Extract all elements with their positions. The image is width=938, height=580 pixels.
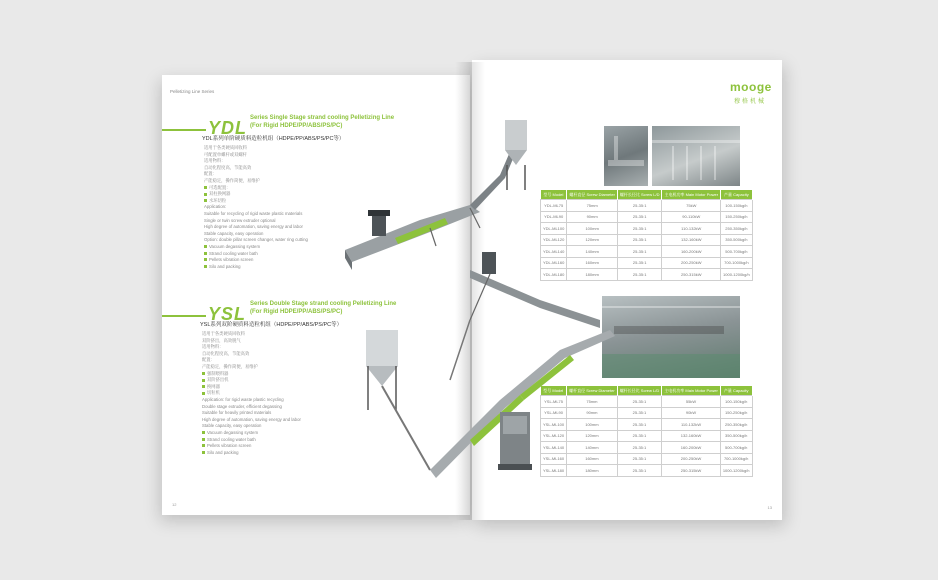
- ysl-table-cell: 150-250kg/h: [720, 407, 752, 419]
- ydl-table-cell: 132-160kW: [662, 234, 721, 246]
- ysl-table-header-cell: 螺杆直径 Screw Diameter: [567, 386, 618, 396]
- section2-title-line2: (For Rigid HDPE/PP/ABS/PS/PC): [250, 309, 343, 315]
- section2-bullet-item: 适用物料：: [202, 344, 224, 350]
- section2-bullet-item: 双阶挤出，高效脱气: [202, 337, 241, 343]
- ydl-table-cell: 25-35:1: [617, 200, 662, 212]
- section2-bullet-item: Suitable for heavily printed materials: [202, 410, 272, 416]
- brand-logo-subtitle: 穆格机械: [734, 99, 767, 105]
- section1-bullet-item: 产能稳定，操作简便，易维护: [204, 177, 260, 183]
- right-page-number: 13: [767, 505, 772, 510]
- section2-bullet-item: 产能稳定，操作简便，易维护: [202, 363, 258, 369]
- ysl-table-cell: 75mm: [567, 396, 618, 408]
- section1-bullet-item: 适用物料：: [204, 158, 226, 164]
- ysl-table-cell: 25-35:1: [617, 430, 662, 442]
- section1-code: YDL: [208, 118, 247, 138]
- ydl-table-cell: 700-1000kg/h: [721, 257, 753, 269]
- ysl-table-cell: YSL-ML90: [541, 407, 567, 419]
- section2-code: YSL: [208, 304, 247, 324]
- section2-bullet-item: Strand cooling water bath: [202, 437, 301, 444]
- ydl-table-cell: 160-200kW: [662, 246, 721, 258]
- ysl-table-cell: 160mm: [567, 453, 618, 465]
- ydl-table-cell: 90mm: [567, 211, 618, 223]
- ydl-table-header-cell: 螺杆直径 Screw Diameter: [567, 190, 618, 200]
- ydl-table-header-cell: 产量 Capacity: [721, 190, 753, 200]
- ysl-table-cell: 55kW: [662, 396, 721, 408]
- ydl-table-cell: YDL-ML100: [541, 223, 567, 235]
- ydl-table-cell: YDL-ML160: [541, 257, 567, 269]
- ysl-table-cell: 25-35:1: [617, 396, 662, 408]
- ydl-table-cell: 25-35:1: [617, 211, 662, 223]
- ydl-table-cell: YDL-ML120: [541, 234, 567, 246]
- ysl-table-cell: 500-700kg/h: [720, 442, 752, 454]
- section1-bullet-item: Silo and packing: [204, 264, 308, 271]
- section2-subtitle: YSL系列双阶硬质料造粒机组（HDPE/PP/ABS/PS/PC等）: [200, 322, 343, 328]
- section1-bullet-item: 可配置单螺杆或双螺杆: [204, 151, 247, 157]
- ysl-table-cell: YSL-ML160: [541, 453, 567, 465]
- ydl-table-cell: 250-350kg/h: [721, 223, 753, 235]
- single-stage-pelletizing-line-illustration: [345, 120, 527, 270]
- section2-bullet-item: 切粒机: [202, 390, 301, 397]
- section2-bullet-item: Stable capacity, easy operation: [202, 423, 262, 429]
- ydl-table-cell: YDL-ML180: [541, 269, 567, 281]
- ysl-table-cell: YSL-ML100: [541, 419, 567, 431]
- section1-bullet-item: Application:: [204, 204, 227, 210]
- ydl-table-cell: 100mm: [567, 223, 618, 235]
- ysl-table-cell: 350-500kg/h: [720, 430, 752, 442]
- section2-bullet-item: 适用于各类硬质回收料: [202, 331, 245, 336]
- ydl-table-cell: 160mm: [567, 257, 618, 269]
- ydl-table-cell: 140mm: [567, 246, 618, 258]
- section2-bullet-item: Application: for rigid waste plastic recycling: [202, 396, 284, 402]
- section2-bullet-item: 自动化程度高，节能高效: [202, 350, 250, 356]
- ysl-table-cell: 90kW: [662, 407, 721, 419]
- section1-bullet-item: High degree of automation, saving energy and labor: [204, 224, 303, 230]
- ysl-table-cell: YSL-ML140: [541, 442, 567, 454]
- section1-bullet-item: 双柱换网器: [204, 191, 308, 198]
- ysl-table-cell: 140mm: [567, 442, 618, 454]
- ysl-table-cell: 25-35:1: [617, 465, 662, 477]
- ysl-table-cell: 25-35:1: [617, 407, 662, 419]
- ydl-table-cell: 1000-1200kg/h: [721, 269, 753, 281]
- ysl-table-header-cell: 产量 Capacity: [720, 386, 752, 396]
- double-stage-pelletizing-line-illustration: [366, 252, 615, 478]
- section1-title-line2: (For Rigid HDPE/PP/ABS/PS/PC): [250, 123, 343, 129]
- section2-bullet-item: 双阶挤出机: [202, 377, 301, 384]
- ydl-table-cell: 25-35:1: [617, 257, 662, 269]
- ydl-table-header-cell: 型号 Model: [541, 190, 567, 200]
- ysl-table-cell: YSL-ML180: [541, 465, 567, 477]
- ydl-table-cell: 180mm: [567, 269, 618, 281]
- ydl-table-cell: 110-132kW: [662, 223, 721, 235]
- ydl-table-cell: YDL-ML75: [541, 200, 567, 212]
- ysl-table-cell: 700-1000kg/h: [720, 453, 752, 465]
- section1-bullet-item: Vacuum degassing system: [204, 244, 308, 251]
- section1-title-line1: Series Single Stage strand cooling Pelletizing Line: [250, 115, 395, 121]
- ydl-table-cell: 120mm: [567, 234, 618, 246]
- section1-bullet-item: 适用于各类硬质回收料: [204, 145, 247, 150]
- section2-bullet-item: 换网器: [202, 384, 301, 391]
- ydl-table-header-cell: 主电机功率 Main Motor Power: [662, 190, 721, 200]
- ysl-table-cell: YSL-ML120: [541, 430, 567, 442]
- ydl-table-header-cell: 螺杆长径比 Screw L/D: [617, 190, 662, 200]
- left-header-small: Pelletizing Line Series: [170, 89, 215, 94]
- section2-bullet-item: Vacuum degassing system: [202, 430, 301, 437]
- screen-changer-unit-illustration: [498, 412, 532, 470]
- ysl-table-cell: 160-200kW: [662, 442, 721, 454]
- section2-bullet-item: High degree of automation, saving energy and labor: [202, 416, 301, 422]
- ydl-table-cell: 75kW: [662, 200, 721, 212]
- ysl-table-cell: 25-35:1: [617, 442, 662, 454]
- section2-bullet-item: Silo and packing: [202, 450, 301, 457]
- ydl-table-cell: 150-250kg/h: [721, 211, 753, 223]
- ydl-table-cell: 200-250kW: [662, 257, 721, 269]
- section1-bullet-item: Pellets vibration screen: [204, 257, 308, 264]
- ydl-table-cell: 100-150kg/h: [721, 200, 753, 212]
- ysl-table-cell: 25-35:1: [617, 419, 662, 431]
- section1-bullet-item: Stable capacity, easy operation: [204, 230, 264, 236]
- ysl-table-cell: 180mm: [567, 465, 618, 477]
- section1-bullet-item: 可选配置：: [204, 185, 308, 192]
- ysl-table-cell: 120mm: [567, 430, 618, 442]
- section2-bullet-item: 强制喂料器: [202, 371, 301, 378]
- ysl-table-cell: 250-315kW: [662, 465, 721, 477]
- ysl-table-cell: 200-250kW: [662, 453, 721, 465]
- ysl-table-cell: 110-132kW: [662, 419, 721, 431]
- ydl-table-cell: 25-35:1: [617, 246, 662, 258]
- ydl-table-cell: 500-700kg/h: [721, 246, 753, 258]
- ysl-table-cell: YSL-ML75: [541, 396, 567, 408]
- section2-bullet-item: 配置：: [202, 357, 215, 363]
- section2-bullet-item: Double stage extruder, efficient degassing: [202, 403, 282, 409]
- ydl-table-cell: 25-35:1: [617, 223, 662, 235]
- ydl-table-cell: 350-500kg/h: [721, 234, 753, 246]
- ysl-table-cell: 90mm: [567, 407, 618, 419]
- ysl-table-cell: 132-160kW: [662, 430, 721, 442]
- ysl-table-header-cell: 螺杆长径比 Screw L/D: [617, 386, 662, 396]
- ysl-table-cell: 250-350kg/h: [720, 419, 752, 431]
- brand-logo: mooge: [730, 80, 772, 94]
- section2-title-line1: Series Double Stage strand cooling Pelletizing Line: [250, 301, 397, 307]
- ysl-table-header-cell: 主电机功率 Main Motor Power: [662, 386, 721, 396]
- section1-bullet-item: Option: double pillar screen changer, water ring cutting: [204, 237, 308, 243]
- section1-bullet-item: 配置：: [204, 171, 217, 177]
- ydl-table-cell: 250-315kW: [662, 269, 721, 281]
- ydl-table-cell: 25-35:1: [617, 234, 662, 246]
- section1-bullet-item: 水环切粒: [204, 198, 308, 205]
- ydl-table-cell: 25-35:1: [617, 269, 662, 281]
- section1-bullet-item: Single or twin screw extruder optional: [204, 217, 276, 223]
- left-page-number: 12: [172, 502, 177, 507]
- ysl-table-cell: 1000-1200kg/h: [720, 465, 752, 477]
- ysl-table-cell: 100-150kg/h: [720, 396, 752, 408]
- ydl-table-cell: 75mm: [567, 200, 618, 212]
- section1-bullet-item: Strand cooling water bath: [204, 251, 308, 258]
- ydl-table-cell: YDL-ML90: [541, 211, 567, 223]
- ysl-table-header-cell: 型号 Model: [541, 386, 567, 396]
- ydl-table-cell: 90-110kW: [662, 211, 721, 223]
- section2-bullet-item: Pellets vibration screen: [202, 443, 301, 450]
- ydl-table-cell: YDL-ML140: [541, 246, 567, 258]
- section1-bullet-item: Suitable for recycling of rigid waste plastic materials: [204, 210, 303, 216]
- section1-bullet-item: 自动化程度高，节能高效: [204, 164, 252, 170]
- ysl-table-cell: 100mm: [567, 419, 618, 431]
- section1-subtitle: YDL系列单阶硬质料造粒机组（HDPE/PP/ABS/PS/PC等）: [202, 136, 345, 142]
- ysl-table-cell: 25-35:1: [617, 453, 662, 465]
